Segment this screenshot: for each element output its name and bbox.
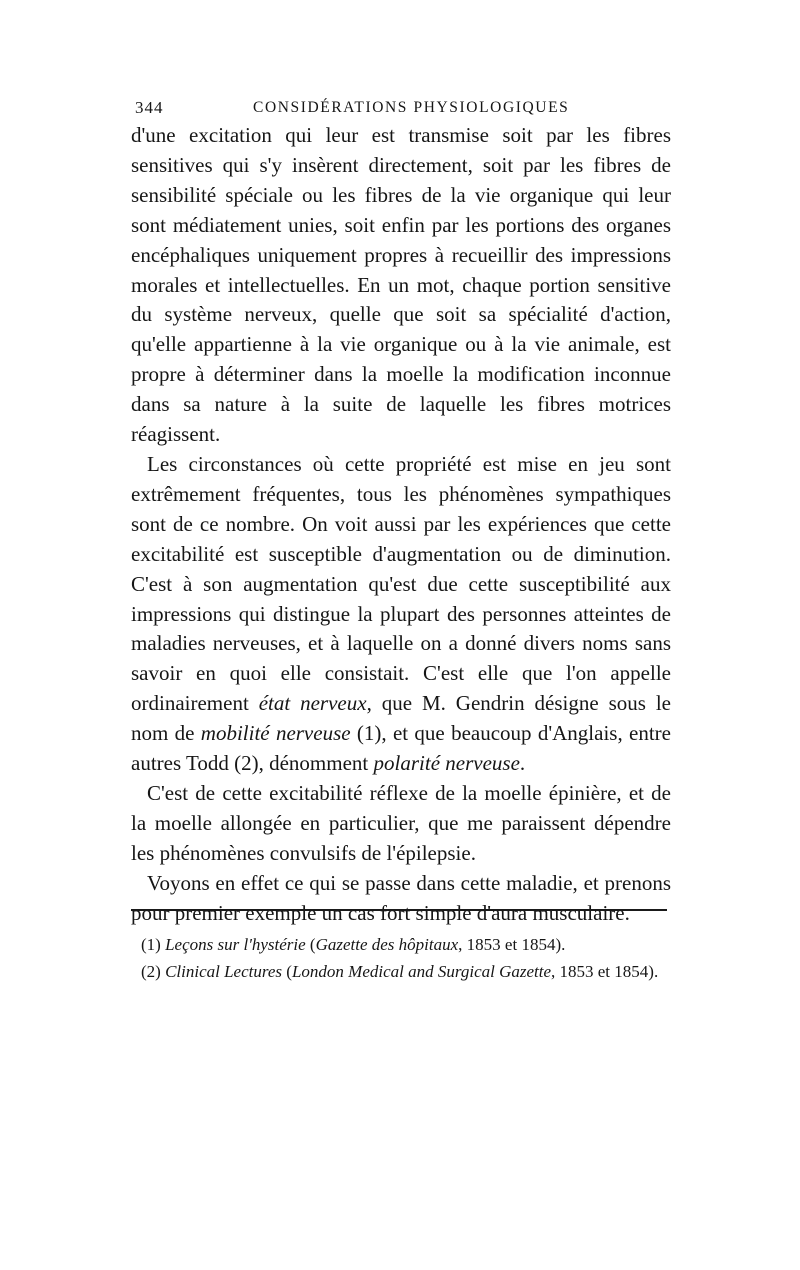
footnote-2-text-1: ( xyxy=(282,962,292,981)
running-title: CONSIDÉRATIONS PHYSIOLOGIQUES xyxy=(253,99,570,116)
paragraph-2-text-4: . xyxy=(519,751,526,776)
page-number: 344 xyxy=(135,98,164,117)
term-mobilite-nerveuse: mobilité nerveuse xyxy=(200,721,351,746)
paragraph-4: Voyons en effet ce qui se passe dans cette maladie, et prenons pour premier exemple un cas fort simple d'aura musculaire. xyxy=(131,870,671,925)
paragraph-2-text-3: (1), et que beaucoup d'Anglais, entre autres Todd (2), dénomment xyxy=(131,721,672,776)
paragraph-1: d'une excitation qui leur est transmise soit par les fibres sensitives qui s'y insèrent directement, soit par les fibres de sensibilité spéciale ou les fibres de la vie organique qui leur sont médiatement unies, soit enfin par les portions des organes encéphaliques uniquement propres à recueillir des impressions morales et intellectuelles. En un mot, chaque portion sensitive du système nerveux, quelle que soit sa spécialité d'action, qu'elle appartienne à la vie organique ou à la vie animale, est propre à déterminer dans la moelle la modification inconnue dans sa nature à la suite de laquelle les fibres motrices réagissent. xyxy=(131,123,671,447)
footnote-2-number: (2) xyxy=(141,962,166,981)
footnote-1-text-2: , 1853 et 1854). xyxy=(458,935,566,954)
running-header xyxy=(135,96,670,120)
paragraph-2 xyxy=(131,450,671,779)
footnote-1 xyxy=(131,931,671,958)
paragraph-2-text-2: , que M. Gendrin désigne sous le nom de xyxy=(131,691,671,746)
paragraph-2-text-1: Les circonstances où cette propriété est mise en jeu sont extrêmement fréquentes, tous les phénomènes sympathiques sont de ce nombre. On voit aussi par les expériences que cette excitabilité est susceptible d'augmentation ou de diminution. C'est à son augmentation qu'est due cette susceptibilité aux impressions qui distingue la plupart des personnes atteintes de maladies nerveuses, et à laquelle on a donné divers noms sans savoir en quoi elle consistait. C'est elle que l'on appelle ordinairement xyxy=(131,451,671,716)
footnote-rule xyxy=(131,909,667,911)
body-text xyxy=(131,121,671,928)
term-polarite-nerveuse: polarité nerveuse xyxy=(373,751,520,776)
footnote-2-title: Clinical Lectures xyxy=(165,962,283,981)
footnote-1-source: Gazette des hôpitaux xyxy=(315,935,459,954)
paragraph-3: C'est de cette excitabilité réflexe de la moelle épinière, et de la moelle allongée en particulier, que me paraissent dépendre les phénomènes convulsifs de l'épilepsie. xyxy=(131,780,671,865)
footnote-1-text-1: ( xyxy=(305,935,316,954)
footnote-2 xyxy=(131,958,671,985)
footnote-2-source: London Medical and Surgical Gazette xyxy=(291,962,552,981)
footnote-1-number: (1) xyxy=(141,935,166,954)
footnote-2-text-2: , 1853 et 1854). xyxy=(551,962,659,981)
term-etat-nerveux: état nerveux xyxy=(258,691,367,716)
footnotes xyxy=(131,931,671,985)
footnote-1-title: Leçons sur l'hystérie xyxy=(165,935,306,954)
